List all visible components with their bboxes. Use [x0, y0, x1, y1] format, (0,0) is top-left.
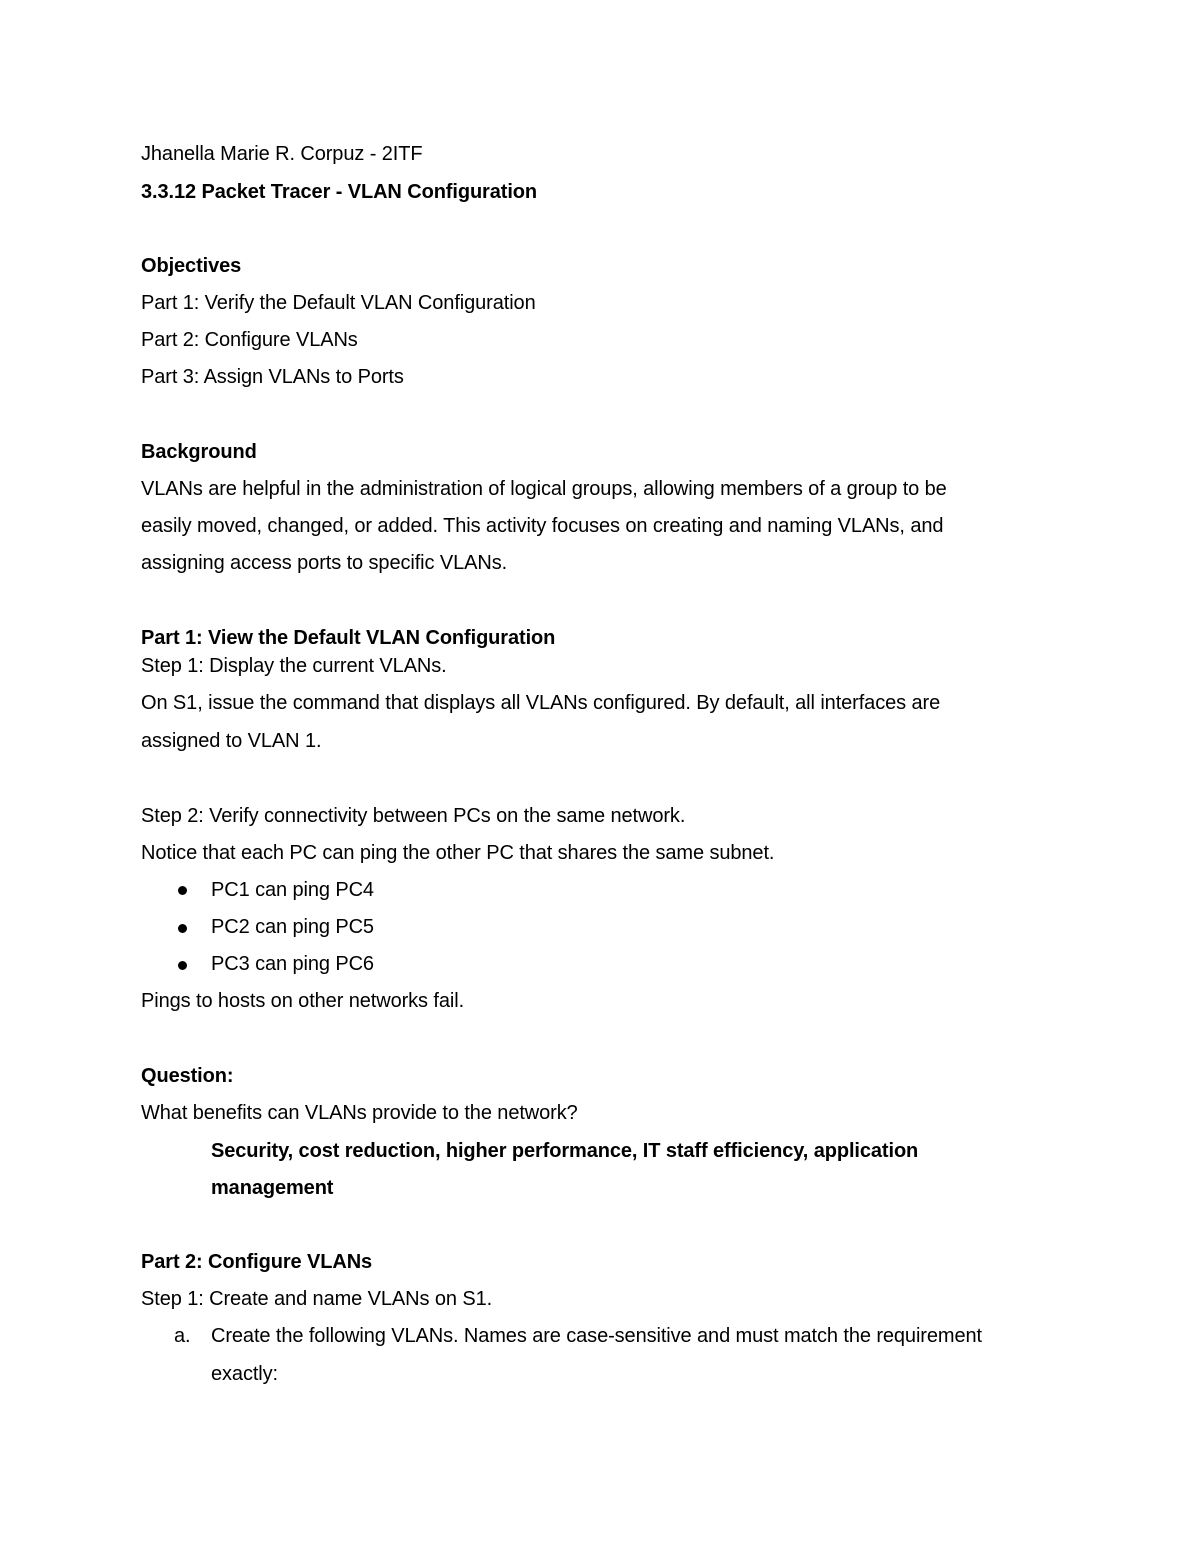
- bullet-icon: [178, 924, 187, 933]
- part1-heading: Part 1: View the Default VLAN Configuration: [141, 627, 556, 649]
- part2-heading: Part 2: Configure VLANs: [141, 1251, 373, 1273]
- part2-step1-title: Step 1: Create and name VLANs on S1.: [141, 1288, 493, 1310]
- background-heading: Background: [141, 441, 257, 463]
- list-item: PC1 can ping PC4: [211, 879, 374, 901]
- background-text-line: VLANs are helpful in the administration of logical groups, allowing members of a group to be: [141, 478, 947, 500]
- background-text-line: assigning access ports to specific VLANs.: [141, 552, 508, 574]
- list-marker: a.: [174, 1325, 191, 1347]
- part1-step1-text-line: assigned to VLAN 1.: [141, 730, 322, 752]
- part2-item-text-line: exactly:: [211, 1363, 279, 1385]
- list-item: PC2 can ping PC5: [211, 916, 374, 938]
- answer-text-line: Security, cost reduction, higher performance, IT staff efficiency, application: [211, 1140, 919, 1162]
- part1-step1-title: Step 1: Display the current VLANs.: [141, 655, 447, 677]
- list-item: PC3 can ping PC6: [211, 953, 374, 975]
- objective-item: Part 3: Assign VLANs to Ports: [141, 366, 404, 388]
- answer-text-line: management: [211, 1177, 334, 1199]
- part1-step1-text-line: On S1, issue the command that displays all VLANs configured. By default, all interfaces are: [141, 692, 941, 714]
- objective-item: Part 2: Configure VLANs: [141, 329, 358, 351]
- objectives-heading: Objectives: [141, 255, 242, 277]
- part1-step2-title: Step 2: Verify connectivity between PCs on the same network.: [141, 805, 686, 827]
- objective-item: Part 1: Verify the Default VLAN Configuration: [141, 292, 536, 314]
- question-heading: Question:: [141, 1065, 234, 1087]
- part1-step2-note: Notice that each PC can ping the other PC that shares the same subnet.: [141, 842, 775, 864]
- background-text-line: easily moved, changed, or added. This activity focuses on creating and naming VLANs, and: [141, 515, 944, 537]
- part1-step2-footer: Pings to hosts on other networks fail.: [141, 990, 465, 1012]
- document-title: 3.3.12 Packet Tracer - VLAN Configuration: [141, 181, 538, 203]
- author-line: Jhanella Marie R. Corpuz - 2ITF: [141, 143, 423, 165]
- bullet-icon: [178, 886, 187, 895]
- part2-item-text-line: Create the following VLANs. Names are case-sensitive and must match the requirement: [211, 1325, 982, 1347]
- bullet-icon: [178, 961, 187, 970]
- question-text: What benefits can VLANs provide to the network?: [141, 1102, 578, 1124]
